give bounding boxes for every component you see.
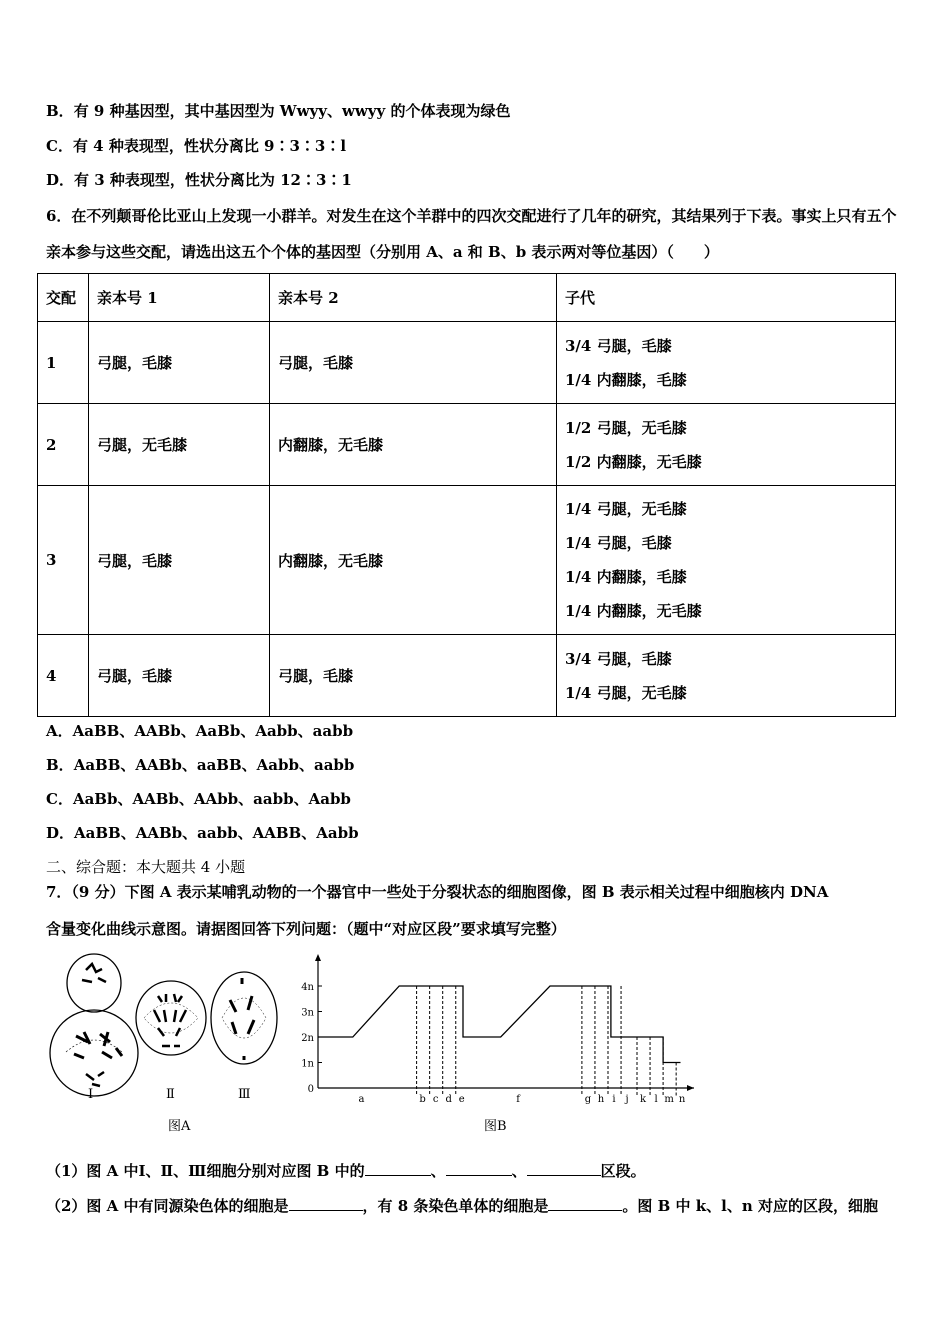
cell-3-label: Ⅲ — [238, 1087, 251, 1102]
offspring-line: 3/4 弓腿，毛膝 — [565, 336, 672, 355]
header-cell: 亲本号 1 — [89, 274, 270, 322]
option-b-prev: B．有 9 种基因型，其中基因型为 Wwyy、wwyy 的个体表现为绿色 — [46, 102, 511, 120]
cell-2 — [136, 981, 206, 1055]
offspring-line: 1/2 弓腿，无毛膝 — [565, 418, 687, 437]
header-cell: 交配 — [38, 274, 89, 322]
parent-1: 弓腿，毛膝 — [89, 635, 270, 717]
section-heading: 二、综合题：本大题共 4 小题 — [46, 858, 246, 876]
cell-1-label: Ⅰ — [88, 1087, 94, 1102]
offspring-line: 1/4 弓腿，毛膝 — [565, 534, 672, 552]
offspring-cell — [557, 322, 896, 404]
x-tick-label: k — [639, 1094, 647, 1105]
y-tick-label: 4n — [301, 982, 314, 993]
x-tick-label: m — [664, 1094, 674, 1105]
header-cell: 亲本号 2 — [270, 274, 557, 322]
cross-id: 4 — [38, 635, 89, 717]
cross-id: 3 — [38, 486, 89, 635]
figure-b-caption: 图B — [484, 1119, 507, 1134]
dna-content-line — [318, 986, 681, 1063]
offspring-line: 3/4 弓腿，毛膝 — [565, 649, 672, 668]
answer-blank[interactable] — [365, 1161, 431, 1176]
cell-2-label: Ⅱ — [166, 1087, 175, 1102]
offspring-cell — [557, 486, 896, 635]
y-tick-label: 3n — [301, 1007, 314, 1019]
parent-2: 弓腿，毛膝 — [270, 322, 557, 404]
x-tick-label: j — [625, 1094, 629, 1105]
answer-blank[interactable] — [548, 1196, 622, 1211]
table-header-row — [38, 274, 896, 322]
option-a: A．AaBB、AABb、AaBb、Aabb、aabb — [46, 722, 354, 740]
option-c-prev: C．有 4 种表现型，性状分离比 9∶3∶3∶l — [46, 137, 347, 155]
figure-a-caption: 图A — [168, 1119, 191, 1134]
offspring-cell — [557, 404, 896, 486]
figure-a-cells — [46, 948, 286, 1138]
question-6-stem: 6．在不列颠哥伦比亚山上发现一小群羊。对发生在这个羊群中的四次交配进行了几年的研究，其结果列于下表。事实上只有五个亲本参与这些交配，请选出这五个个体的基因型（分别用 A、a 和 B、b 表示两对等位基因）（ ） — [46, 207, 897, 261]
cross-results-table — [37, 273, 896, 717]
question-7-line2: 含量变化曲线示意图。请据图回答下列问题：（题中“对应区段”要求填写完整） — [46, 920, 566, 938]
answer-blank[interactable] — [527, 1161, 601, 1176]
x-tick-label: g — [584, 1094, 592, 1105]
option-c: C．AaBb、AABb、AAbb、aabb、Aabb — [46, 790, 351, 808]
header-cell: 子代 — [557, 274, 896, 322]
parent-2: 内翻膝，无毛膝 — [270, 486, 557, 635]
x-tick-label: c — [432, 1094, 439, 1105]
sub-question-1: （1）图 A 中Ⅰ、Ⅱ、Ⅲ细胞分别对应图 B 中的 、 、 区段。 — [46, 1162, 646, 1180]
x-tick-label: f — [516, 1094, 520, 1105]
offspring-line: 1/4 弓腿，无毛膝 — [565, 683, 687, 702]
parent-1: 弓腿，毛膝 — [89, 486, 270, 635]
offspring-line: 1/4 弓腿，无毛膝 — [565, 500, 687, 518]
offspring-line: 1/2 内翻膝，无毛膝 — [565, 452, 702, 471]
answer-blank[interactable] — [446, 1161, 512, 1176]
parent-1: 弓腿，毛膝 — [89, 322, 270, 404]
y-tick-label: 2n — [301, 1033, 314, 1044]
x-tick-label: i — [612, 1094, 616, 1105]
x-axis-arrow — [687, 1085, 694, 1091]
answer-blank[interactable] — [289, 1196, 363, 1211]
parent-2: 弓腿，毛膝 — [270, 635, 557, 717]
figure-b-chart — [296, 948, 706, 1138]
cross-id: 1 — [38, 322, 89, 404]
cell-1 — [50, 954, 138, 1096]
question-7-line1: 7．（9 分）下图 A 表示某哺乳动物的一个器官中一些处于分裂状态的细胞图像，图 B 表示相关过程中细胞核内 DNA — [46, 883, 829, 901]
offspring-line: 1/4 内翻膝，无毛膝 — [565, 602, 702, 620]
x-tick-label: e — [458, 1094, 465, 1105]
sub-question-2: （2）图 A 中有同源染色体的细胞是 ，有 8 条染色单体的细胞是 。图 B 中 k、l、n 对应的区段，细胞 — [46, 1197, 878, 1215]
offspring-line: 1/4 内翻膝，毛膝 — [565, 370, 687, 389]
x-tick-label: b — [419, 1094, 426, 1105]
x-tick-label: n — [678, 1094, 686, 1105]
parent-1: 弓腿，无毛膝 — [89, 404, 270, 486]
table-row — [38, 486, 896, 635]
table-row — [38, 404, 896, 486]
x-tick-label: l — [654, 1094, 658, 1105]
x-tick-label: a — [358, 1094, 365, 1105]
option-b: B．AaBB、AABb、aaBB、Aabb、aabb — [46, 756, 355, 774]
parent-2: 内翻膝，无毛膝 — [270, 404, 557, 486]
table-row — [38, 322, 896, 404]
option-d-prev: D．有 3 种表现型，性状分离比为 12∶3∶1 — [46, 171, 352, 189]
y-tick-label: 1n — [301, 1058, 314, 1070]
x-tick-label: d — [445, 1094, 452, 1105]
y-tick-label: 0 — [307, 1084, 314, 1095]
x-tick-label: h — [597, 1094, 605, 1105]
cell-3 — [211, 972, 277, 1064]
option-d: D．AaBB、AABb、aabb、AABB、Aabb — [46, 824, 359, 842]
chart-plot-area — [301, 954, 694, 1105]
offspring-line: 1/4 内翻膝，毛膝 — [565, 568, 687, 586]
y-axis-arrow — [315, 954, 321, 961]
offspring-cell — [557, 635, 896, 717]
table-row — [38, 635, 896, 717]
cross-id: 2 — [38, 404, 89, 486]
